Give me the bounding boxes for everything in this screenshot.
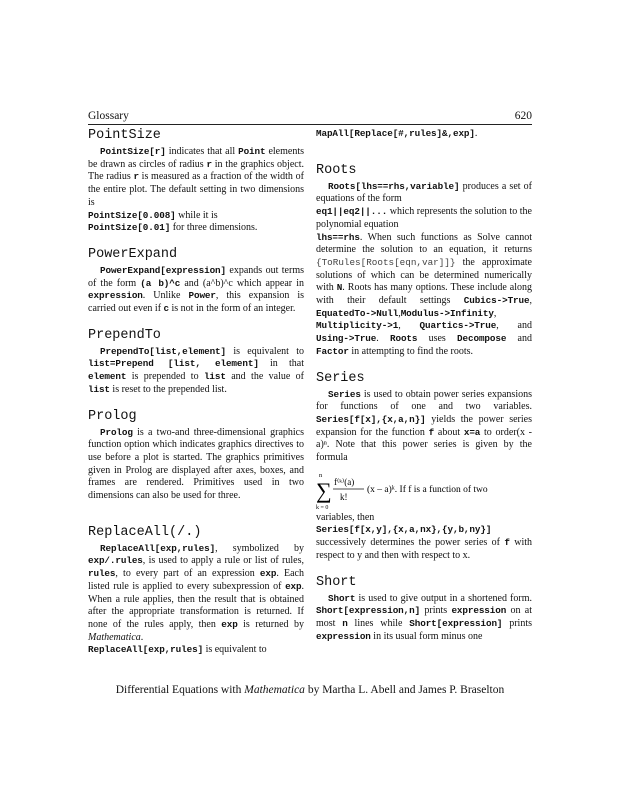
- footer-after: by Martha L. Abell and James P. Braselton: [304, 684, 505, 696]
- text-run: in that: [258, 358, 304, 370]
- code-term: exp: [221, 618, 238, 630]
- code-term: Using->True: [316, 333, 377, 345]
- text-run: ,: [398, 307, 401, 319]
- text-run: expands out terms of the form: [88, 264, 304, 289]
- code-term: exp/.rules: [88, 555, 143, 567]
- roots-text: [316, 181, 532, 206]
- replaceall-text: [88, 543, 304, 645]
- header-rule: [88, 124, 532, 125]
- left-column: [88, 128, 304, 657]
- text-run: in attempting to find the roots.: [348, 345, 474, 357]
- code-term: ReplaceAll[exp,rules]: [88, 644, 204, 656]
- text-run: is used to give output in a shortened form.: [355, 592, 532, 604]
- text-run: . When such functions as Solve cannot determine the solution to an equation, it returns: [316, 231, 532, 256]
- entry-title-series: Series: [316, 370, 365, 386]
- text-run: is used to obtain power series expansions for functions of one and two variables.: [316, 388, 532, 413]
- pointsize-default-3d: [88, 222, 304, 235]
- right-column: [316, 128, 532, 643]
- code-term: element: [88, 371, 127, 383]
- code-term: expression: [451, 605, 507, 617]
- code-term: Modulus->Infinity: [400, 307, 494, 319]
- text-run: the approximate solutions of which can be determined numerically with: [316, 256, 532, 294]
- text-run: is equivalent to: [203, 644, 267, 656]
- code-light: {ToRules[Roots[eqn,var]]}: [316, 256, 456, 268]
- text-run: which represents the solution to the polynomial equation: [316, 206, 532, 230]
- text-run: ,: [493, 307, 497, 319]
- code-term: Short[expression,n]: [316, 605, 421, 617]
- prolog-text: [88, 427, 304, 503]
- entry-title-replaceall: ReplaceAll(/.): [88, 524, 202, 540]
- text-run: lines while: [347, 617, 410, 629]
- code-term: Roots: [389, 333, 418, 345]
- entry-title-prolog: Prolog: [88, 408, 137, 424]
- text-run: , this expansion is carried out even if: [88, 290, 304, 315]
- pointsize-default-2d: [88, 210, 304, 223]
- code-term: Short[expression]: [409, 617, 503, 629]
- code-term: r: [133, 171, 139, 183]
- code-term: list: [88, 383, 110, 395]
- code-term: Series: [328, 388, 361, 400]
- code-term: expression: [88, 290, 143, 302]
- code-term: Multiplicity->1: [316, 320, 399, 332]
- text-run: prints: [420, 605, 452, 617]
- series-text: [316, 389, 532, 465]
- code-term: exp: [285, 580, 302, 592]
- text-run: in its usual form minus one: [370, 630, 483, 642]
- text-run: , and: [496, 320, 532, 332]
- code-term: Series[f[x],{x,a,n}]: [316, 413, 426, 425]
- text-run: produces a set of equations of the form: [316, 180, 532, 205]
- series-multivariate: [316, 524, 532, 562]
- text-run: to order(x - a)ⁿ. Note that this power series is given by the formula: [316, 426, 533, 464]
- entry-title-pointsize: PointSize: [88, 128, 161, 143]
- text-run: is reset to the prepended list.: [109, 383, 227, 395]
- code-term: EquatedTo->Null: [316, 307, 399, 319]
- code-term: Power: [188, 290, 216, 302]
- text-run: , symbolized by: [215, 542, 304, 554]
- text-run: yields the power series expansion for the function: [316, 413, 532, 438]
- sum-sign: ∑: [316, 477, 332, 503]
- code-term: Factor: [316, 345, 349, 357]
- code-term: list: [203, 371, 226, 383]
- text-run: indicates that all: [165, 146, 239, 157]
- text-run: .: [474, 128, 478, 139]
- text-run: while it is: [175, 209, 218, 221]
- text-run: ,: [398, 320, 420, 332]
- header-section: Glossary: [88, 110, 129, 122]
- code-term: N: [336, 282, 343, 294]
- text-run: is a two-and three-dimensional graphics function option which indicates graphics directives to use before a plot is started. The graphics primitives given in Prolog are displayed after axes, boxes, and frames are rendered. Primitives used in two dimensions can also be used for three.: [88, 426, 304, 502]
- taylor-formula: [316, 468, 532, 512]
- text-run: variables, then: [316, 511, 375, 523]
- code-term: Cubics->True: [463, 295, 530, 307]
- text-run: uses: [417, 333, 458, 345]
- text-run: and the value of: [225, 371, 305, 383]
- entry-title-roots: Roots: [316, 162, 357, 178]
- code-term: c: [163, 303, 170, 315]
- prependto-text: [88, 346, 304, 397]
- code-term: expression: [316, 630, 371, 642]
- code-term: MapAll[Replace[#,rules]&,exp]: [316, 128, 475, 139]
- text-run: is returned by: [237, 618, 304, 630]
- text-run: is not in the form of an integer.: [169, 303, 296, 315]
- footer-title-italic: Mathematica: [244, 684, 305, 696]
- sum-lower-limit: k = 0: [316, 504, 329, 511]
- code-term: rules: [88, 568, 116, 580]
- text-run: is prepended to: [126, 371, 204, 383]
- text-run: is equivalent to: [226, 345, 304, 357]
- code-term: PointSize[r]: [100, 146, 166, 157]
- code-term: Prolog: [100, 426, 133, 438]
- text-run: .: [140, 631, 144, 643]
- italic-term: Mathematica: [88, 631, 141, 643]
- fraction-numerator: f⁽ᵏ⁾(a): [334, 476, 355, 487]
- roots-details: [316, 232, 532, 359]
- fraction-denominator: k!: [340, 491, 348, 502]
- code-term: x=a: [463, 426, 481, 438]
- code-term: ReplaceAll[exp,rules]: [100, 542, 216, 554]
- code-term: PrependTo[list,element]: [100, 345, 227, 357]
- code-term: (a b)^c: [140, 277, 181, 289]
- code-term: r: [206, 158, 212, 170]
- powerexpand-text: [88, 265, 304, 316]
- text-run: for three dimensions.: [170, 222, 258, 234]
- text-run: (a^b)^c: [202, 277, 233, 289]
- code-term: Decompose: [457, 333, 507, 345]
- entry-title-prependto: PrependTo: [88, 327, 161, 343]
- mapall-continuation: [316, 128, 532, 141]
- code-term: f: [428, 426, 435, 438]
- entry-title-powerexpand: PowerExpand: [88, 246, 178, 262]
- text-run: prints: [502, 617, 533, 629]
- code-term: f: [504, 537, 510, 549]
- text-run: , is used to apply a rule or list of rules,: [142, 555, 304, 567]
- text-run: ,: [529, 295, 532, 307]
- text-run: .: [376, 333, 390, 345]
- entry-title-short: Short: [316, 574, 357, 590]
- code-term: exp: [259, 568, 277, 580]
- text-run: with respect to y and then with respect to x.: [316, 537, 533, 561]
- text-run: , to every part of an expression: [115, 568, 260, 580]
- code-term: eq1||eq2||...: [316, 206, 388, 218]
- text-run: which appear in: [232, 277, 304, 289]
- code-term: Short: [328, 592, 356, 604]
- roots-form: [316, 206, 532, 231]
- text-run: . Each listed rule is applied to every subexpression of: [88, 568, 304, 592]
- running-header: [88, 108, 532, 124]
- pointsize-text: [88, 146, 304, 210]
- code-term: lhs==rhs: [316, 231, 360, 243]
- text-run: elements be drawn as circles of radius: [88, 146, 304, 170]
- short-text: [316, 593, 532, 644]
- text-run: is measured as a fraction of the width of the entire plot. The default setting in two dimensions is: [88, 171, 304, 208]
- code-term: PowerExpand[expression]: [100, 264, 227, 276]
- code-term: list=Prepend [list, element]: [88, 358, 259, 370]
- code-term: Point: [238, 146, 266, 157]
- replaceall-equivalent: [88, 644, 304, 657]
- text-run: on at most: [316, 605, 532, 629]
- sum-upper-limit: n: [319, 471, 323, 479]
- text-run: and: [180, 277, 203, 289]
- text-run: in the graphics object. The radius: [88, 158, 304, 183]
- series-formula: [316, 468, 532, 512]
- text-run: . Unlike: [142, 290, 189, 302]
- code-term: Quartics->True: [419, 320, 497, 332]
- text-run: . Roots has many options. These include along with their default settings: [316, 282, 533, 307]
- series-two-variables: [316, 512, 532, 525]
- text-run: about: [434, 426, 464, 438]
- book-footer: [88, 682, 532, 698]
- code-term: PointSize[0.008]: [88, 209, 176, 221]
- code-term: Roots[lhs==rhs,variable]: [328, 180, 460, 192]
- page-number: 620: [514, 110, 532, 122]
- code-term: n: [342, 617, 348, 629]
- text-run: and: [506, 333, 532, 345]
- code-term: PointSize[0.01]: [88, 222, 171, 234]
- formula-term: (x – a)ᵏ. If f is a function of two: [367, 484, 488, 495]
- footer-before: Differential Equations with: [115, 684, 245, 696]
- text-run: successively determines the power series of: [316, 537, 505, 549]
- code-term: Series[f[x,y],{x,a,nx},{y,b,ny}]: [316, 524, 492, 536]
- text-run: . When a rule applies, then the result that is obtained after the appropriate transformation is returned. If none of the rules apply, then: [88, 580, 304, 630]
